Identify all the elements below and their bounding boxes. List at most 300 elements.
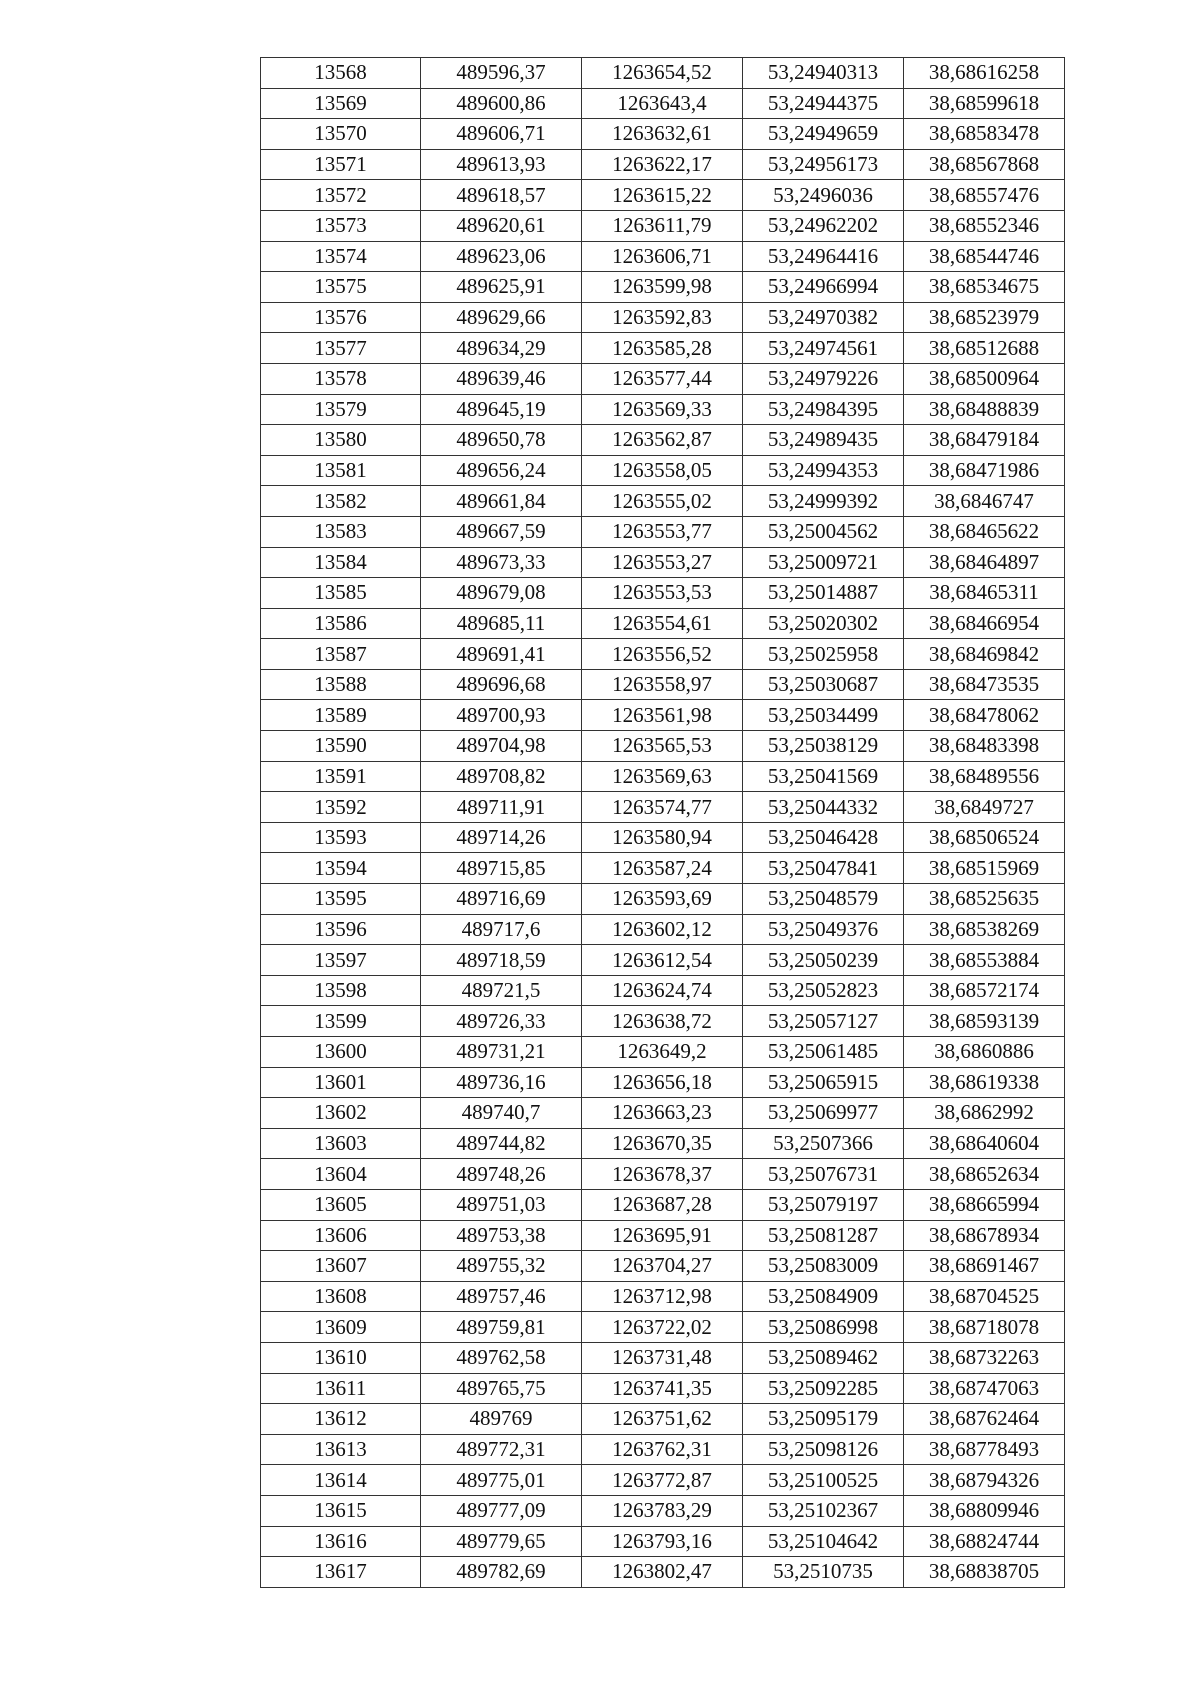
longitude-cell: 38,68473535 xyxy=(904,669,1065,700)
latitude-cell: 53,2507366 xyxy=(743,1128,904,1159)
longitude-cell: 38,6846747 xyxy=(904,486,1065,517)
y-coordinate-cell: 1263722,02 xyxy=(582,1312,743,1343)
x-coordinate-cell: 489685,11 xyxy=(421,608,582,639)
latitude-cell: 53,25089462 xyxy=(743,1342,904,1373)
point-number-cell: 13601 xyxy=(261,1067,421,1098)
y-coordinate-cell: 1263606,71 xyxy=(582,241,743,272)
x-coordinate-cell: 489645,19 xyxy=(421,394,582,425)
x-coordinate-cell: 489679,08 xyxy=(421,578,582,609)
table-row xyxy=(261,1098,1065,1129)
y-coordinate-cell: 1263656,18 xyxy=(582,1067,743,1098)
table-row xyxy=(261,302,1065,333)
x-coordinate-cell: 489613,93 xyxy=(421,149,582,180)
longitude-cell: 38,68572174 xyxy=(904,975,1065,1006)
x-coordinate-cell: 489600,86 xyxy=(421,88,582,119)
longitude-cell: 38,68616258 xyxy=(904,58,1065,89)
x-coordinate-cell: 489711,91 xyxy=(421,792,582,823)
table-row xyxy=(261,1495,1065,1526)
y-coordinate-cell: 1263554,61 xyxy=(582,608,743,639)
table-row xyxy=(261,425,1065,456)
longitude-cell: 38,68747063 xyxy=(904,1373,1065,1404)
longitude-cell: 38,68552346 xyxy=(904,210,1065,241)
point-number-cell: 13605 xyxy=(261,1189,421,1220)
longitude-cell: 38,68704525 xyxy=(904,1281,1065,1312)
point-number-cell: 13593 xyxy=(261,822,421,853)
x-coordinate-cell: 489718,59 xyxy=(421,945,582,976)
x-coordinate-cell: 489700,93 xyxy=(421,700,582,731)
latitude-cell: 53,24989435 xyxy=(743,425,904,456)
x-coordinate-cell: 489696,68 xyxy=(421,669,582,700)
y-coordinate-cell: 1263556,52 xyxy=(582,639,743,670)
latitude-cell: 53,25048579 xyxy=(743,884,904,915)
table-row xyxy=(261,1037,1065,1068)
y-coordinate-cell: 1263687,28 xyxy=(582,1189,743,1220)
latitude-cell: 53,25095179 xyxy=(743,1404,904,1435)
latitude-cell: 53,25083009 xyxy=(743,1251,904,1282)
table-row xyxy=(261,241,1065,272)
latitude-cell: 53,25047841 xyxy=(743,853,904,884)
table-row xyxy=(261,58,1065,89)
table-row xyxy=(261,394,1065,425)
latitude-cell: 53,25076731 xyxy=(743,1159,904,1190)
latitude-cell: 53,25061485 xyxy=(743,1037,904,1068)
latitude-cell: 53,25079197 xyxy=(743,1189,904,1220)
y-coordinate-cell: 1263649,2 xyxy=(582,1037,743,1068)
x-coordinate-cell: 489634,29 xyxy=(421,333,582,364)
point-number-cell: 13604 xyxy=(261,1159,421,1190)
table-row xyxy=(261,119,1065,150)
point-number-cell: 13588 xyxy=(261,669,421,700)
table-row xyxy=(261,1159,1065,1190)
table-row xyxy=(261,516,1065,547)
longitude-cell: 38,68567868 xyxy=(904,149,1065,180)
x-coordinate-cell: 489667,59 xyxy=(421,516,582,547)
x-coordinate-cell: 489751,03 xyxy=(421,1189,582,1220)
table-row xyxy=(261,1006,1065,1037)
latitude-cell: 53,25100525 xyxy=(743,1465,904,1496)
x-coordinate-cell: 489777,09 xyxy=(421,1495,582,1526)
y-coordinate-cell: 1263622,17 xyxy=(582,149,743,180)
y-coordinate-cell: 1263783,29 xyxy=(582,1495,743,1526)
longitude-cell: 38,68478062 xyxy=(904,700,1065,731)
latitude-cell: 53,25030687 xyxy=(743,669,904,700)
latitude-cell: 53,24944375 xyxy=(743,88,904,119)
y-coordinate-cell: 1263615,22 xyxy=(582,180,743,211)
latitude-cell: 53,24984395 xyxy=(743,394,904,425)
longitude-cell: 38,68465311 xyxy=(904,578,1065,609)
latitude-cell: 53,25057127 xyxy=(743,1006,904,1037)
latitude-cell: 53,24949659 xyxy=(743,119,904,150)
longitude-cell: 38,68809946 xyxy=(904,1495,1065,1526)
latitude-cell: 53,25050239 xyxy=(743,945,904,976)
y-coordinate-cell: 1263558,97 xyxy=(582,669,743,700)
point-number-cell: 13597 xyxy=(261,945,421,976)
point-number-cell: 13583 xyxy=(261,516,421,547)
longitude-cell: 38,68469842 xyxy=(904,639,1065,670)
point-number-cell: 13610 xyxy=(261,1342,421,1373)
latitude-cell: 53,25086998 xyxy=(743,1312,904,1343)
y-coordinate-cell: 1263632,61 xyxy=(582,119,743,150)
x-coordinate-cell: 489765,75 xyxy=(421,1373,582,1404)
table-row xyxy=(261,486,1065,517)
longitude-cell: 38,68553884 xyxy=(904,945,1065,976)
table-row xyxy=(261,1465,1065,1496)
y-coordinate-cell: 1263587,24 xyxy=(582,853,743,884)
longitude-cell: 38,68665994 xyxy=(904,1189,1065,1220)
y-coordinate-cell: 1263772,87 xyxy=(582,1465,743,1496)
longitude-cell: 38,68838705 xyxy=(904,1557,1065,1588)
x-coordinate-cell: 489721,5 xyxy=(421,975,582,1006)
x-coordinate-cell: 489639,46 xyxy=(421,363,582,394)
x-coordinate-cell: 489661,84 xyxy=(421,486,582,517)
table-row xyxy=(261,333,1065,364)
latitude-cell: 53,24956173 xyxy=(743,149,904,180)
y-coordinate-cell: 1263562,87 xyxy=(582,425,743,456)
table-row xyxy=(261,884,1065,915)
table-row xyxy=(261,272,1065,303)
latitude-cell: 53,24940313 xyxy=(743,58,904,89)
y-coordinate-cell: 1263704,27 xyxy=(582,1251,743,1282)
table-row xyxy=(261,975,1065,1006)
y-coordinate-cell: 1263663,23 xyxy=(582,1098,743,1129)
x-coordinate-cell: 489748,26 xyxy=(421,1159,582,1190)
y-coordinate-cell: 1263712,98 xyxy=(582,1281,743,1312)
x-coordinate-cell: 489596,37 xyxy=(421,58,582,89)
y-coordinate-cell: 1263654,52 xyxy=(582,58,743,89)
x-coordinate-cell: 489650,78 xyxy=(421,425,582,456)
latitude-cell: 53,2496036 xyxy=(743,180,904,211)
longitude-cell: 38,68718078 xyxy=(904,1312,1065,1343)
latitude-cell: 53,24966994 xyxy=(743,272,904,303)
point-number-cell: 13611 xyxy=(261,1373,421,1404)
point-number-cell: 13591 xyxy=(261,761,421,792)
latitude-cell: 53,25025958 xyxy=(743,639,904,670)
point-number-cell: 13581 xyxy=(261,455,421,486)
longitude-cell: 38,68506524 xyxy=(904,822,1065,853)
y-coordinate-cell: 1263624,74 xyxy=(582,975,743,1006)
table-row xyxy=(261,945,1065,976)
point-number-cell: 13608 xyxy=(261,1281,421,1312)
table-row xyxy=(261,1220,1065,1251)
latitude-cell: 53,25069977 xyxy=(743,1098,904,1129)
x-coordinate-cell: 489714,26 xyxy=(421,822,582,853)
y-coordinate-cell: 1263558,05 xyxy=(582,455,743,486)
longitude-cell: 38,68794326 xyxy=(904,1465,1065,1496)
longitude-cell: 38,68489556 xyxy=(904,761,1065,792)
y-coordinate-cell: 1263638,72 xyxy=(582,1006,743,1037)
latitude-cell: 53,25009721 xyxy=(743,547,904,578)
y-coordinate-cell: 1263643,4 xyxy=(582,88,743,119)
point-number-cell: 13580 xyxy=(261,425,421,456)
point-number-cell: 13616 xyxy=(261,1526,421,1557)
table-row xyxy=(261,914,1065,945)
table-row xyxy=(261,1434,1065,1465)
x-coordinate-cell: 489772,31 xyxy=(421,1434,582,1465)
x-coordinate-cell: 489620,61 xyxy=(421,210,582,241)
table-row xyxy=(261,853,1065,884)
y-coordinate-cell: 1263577,44 xyxy=(582,363,743,394)
latitude-cell: 53,24970382 xyxy=(743,302,904,333)
y-coordinate-cell: 1263580,94 xyxy=(582,822,743,853)
table-row xyxy=(261,149,1065,180)
y-coordinate-cell: 1263565,53 xyxy=(582,731,743,762)
y-coordinate-cell: 1263553,53 xyxy=(582,578,743,609)
point-number-cell: 13606 xyxy=(261,1220,421,1251)
table-row xyxy=(261,1281,1065,1312)
x-coordinate-cell: 489704,98 xyxy=(421,731,582,762)
x-coordinate-cell: 489629,66 xyxy=(421,302,582,333)
x-coordinate-cell: 489740,7 xyxy=(421,1098,582,1129)
x-coordinate-cell: 489623,06 xyxy=(421,241,582,272)
table-row xyxy=(261,210,1065,241)
longitude-cell: 38,68466954 xyxy=(904,608,1065,639)
y-coordinate-cell: 1263670,35 xyxy=(582,1128,743,1159)
longitude-cell: 38,68691467 xyxy=(904,1251,1065,1282)
longitude-cell: 38,6860886 xyxy=(904,1037,1065,1068)
x-coordinate-cell: 489757,46 xyxy=(421,1281,582,1312)
point-number-cell: 13596 xyxy=(261,914,421,945)
x-coordinate-cell: 489708,82 xyxy=(421,761,582,792)
point-number-cell: 13587 xyxy=(261,639,421,670)
latitude-cell: 53,24999392 xyxy=(743,486,904,517)
point-number-cell: 13570 xyxy=(261,119,421,150)
longitude-cell: 38,68762464 xyxy=(904,1404,1065,1435)
x-coordinate-cell: 489691,41 xyxy=(421,639,582,670)
point-number-cell: 13577 xyxy=(261,333,421,364)
longitude-cell: 38,68465622 xyxy=(904,516,1065,547)
y-coordinate-cell: 1263731,48 xyxy=(582,1342,743,1373)
y-coordinate-cell: 1263592,83 xyxy=(582,302,743,333)
point-number-cell: 13569 xyxy=(261,88,421,119)
y-coordinate-cell: 1263569,33 xyxy=(582,394,743,425)
y-coordinate-cell: 1263561,98 xyxy=(582,700,743,731)
x-coordinate-cell: 489606,71 xyxy=(421,119,582,150)
x-coordinate-cell: 489779,65 xyxy=(421,1526,582,1557)
table-row xyxy=(261,547,1065,578)
table-row xyxy=(261,1128,1065,1159)
point-number-cell: 13582 xyxy=(261,486,421,517)
y-coordinate-cell: 1263599,98 xyxy=(582,272,743,303)
table-row xyxy=(261,761,1065,792)
longitude-cell: 38,6862992 xyxy=(904,1098,1065,1129)
longitude-cell: 38,68479184 xyxy=(904,425,1065,456)
x-coordinate-cell: 489753,38 xyxy=(421,1220,582,1251)
y-coordinate-cell: 1263574,77 xyxy=(582,792,743,823)
table-row xyxy=(261,1526,1065,1557)
point-number-cell: 13572 xyxy=(261,180,421,211)
table-row xyxy=(261,1373,1065,1404)
x-coordinate-cell: 489775,01 xyxy=(421,1465,582,1496)
point-number-cell: 13598 xyxy=(261,975,421,1006)
point-number-cell: 13586 xyxy=(261,608,421,639)
point-number-cell: 13592 xyxy=(261,792,421,823)
table-row xyxy=(261,578,1065,609)
longitude-cell: 38,68512688 xyxy=(904,333,1065,364)
table-row xyxy=(261,792,1065,823)
table-row xyxy=(261,1067,1065,1098)
latitude-cell: 53,24974561 xyxy=(743,333,904,364)
point-number-cell: 13568 xyxy=(261,58,421,89)
latitude-cell: 53,25104642 xyxy=(743,1526,904,1557)
y-coordinate-cell: 1263593,69 xyxy=(582,884,743,915)
latitude-cell: 53,25092285 xyxy=(743,1373,904,1404)
y-coordinate-cell: 1263585,28 xyxy=(582,333,743,364)
table-row xyxy=(261,1342,1065,1373)
point-number-cell: 13575 xyxy=(261,272,421,303)
table-row xyxy=(261,731,1065,762)
x-coordinate-cell: 489673,33 xyxy=(421,547,582,578)
point-number-cell: 13607 xyxy=(261,1251,421,1282)
x-coordinate-cell: 489769 xyxy=(421,1404,582,1435)
longitude-cell: 38,68599618 xyxy=(904,88,1065,119)
longitude-cell: 38,68471986 xyxy=(904,455,1065,486)
point-number-cell: 13617 xyxy=(261,1557,421,1588)
point-number-cell: 13603 xyxy=(261,1128,421,1159)
longitude-cell: 38,68583478 xyxy=(904,119,1065,150)
longitude-cell: 38,68678934 xyxy=(904,1220,1065,1251)
y-coordinate-cell: 1263602,12 xyxy=(582,914,743,945)
latitude-cell: 53,25046428 xyxy=(743,822,904,853)
point-number-cell: 13590 xyxy=(261,731,421,762)
point-number-cell: 13595 xyxy=(261,884,421,915)
longitude-cell: 38,68640604 xyxy=(904,1128,1065,1159)
x-coordinate-cell: 489717,6 xyxy=(421,914,582,945)
table-row xyxy=(261,455,1065,486)
longitude-cell: 38,6849727 xyxy=(904,792,1065,823)
latitude-cell: 53,25044332 xyxy=(743,792,904,823)
point-number-cell: 13585 xyxy=(261,578,421,609)
table-row xyxy=(261,88,1065,119)
point-number-cell: 13599 xyxy=(261,1006,421,1037)
table-row xyxy=(261,1557,1065,1588)
y-coordinate-cell: 1263569,63 xyxy=(582,761,743,792)
y-coordinate-cell: 1263678,37 xyxy=(582,1159,743,1190)
coordinates-table-body xyxy=(261,58,1065,1588)
longitude-cell: 38,68534675 xyxy=(904,272,1065,303)
latitude-cell: 53,2510735 xyxy=(743,1557,904,1588)
table-row xyxy=(261,639,1065,670)
longitude-cell: 38,68488839 xyxy=(904,394,1065,425)
point-number-cell: 13578 xyxy=(261,363,421,394)
y-coordinate-cell: 1263751,62 xyxy=(582,1404,743,1435)
point-number-cell: 13614 xyxy=(261,1465,421,1496)
point-number-cell: 13571 xyxy=(261,149,421,180)
longitude-cell: 38,68593139 xyxy=(904,1006,1065,1037)
longitude-cell: 38,68544746 xyxy=(904,241,1065,272)
point-number-cell: 13609 xyxy=(261,1312,421,1343)
latitude-cell: 53,25020302 xyxy=(743,608,904,639)
x-coordinate-cell: 489716,69 xyxy=(421,884,582,915)
table-row xyxy=(261,608,1065,639)
x-coordinate-cell: 489618,57 xyxy=(421,180,582,211)
point-number-cell: 13612 xyxy=(261,1404,421,1435)
latitude-cell: 53,25041569 xyxy=(743,761,904,792)
x-coordinate-cell: 489744,82 xyxy=(421,1128,582,1159)
point-number-cell: 13574 xyxy=(261,241,421,272)
x-coordinate-cell: 489625,91 xyxy=(421,272,582,303)
latitude-cell: 53,24964416 xyxy=(743,241,904,272)
table-row xyxy=(261,1189,1065,1220)
point-number-cell: 13615 xyxy=(261,1495,421,1526)
longitude-cell: 38,68525635 xyxy=(904,884,1065,915)
y-coordinate-cell: 1263553,27 xyxy=(582,547,743,578)
table-row xyxy=(261,180,1065,211)
point-number-cell: 13602 xyxy=(261,1098,421,1129)
y-coordinate-cell: 1263612,54 xyxy=(582,945,743,976)
y-coordinate-cell: 1263741,35 xyxy=(582,1373,743,1404)
latitude-cell: 53,25034499 xyxy=(743,700,904,731)
y-coordinate-cell: 1263793,16 xyxy=(582,1526,743,1557)
coordinates-table xyxy=(260,57,1065,1588)
table-row xyxy=(261,1404,1065,1435)
x-coordinate-cell: 489731,21 xyxy=(421,1037,582,1068)
point-number-cell: 13573 xyxy=(261,210,421,241)
x-coordinate-cell: 489759,81 xyxy=(421,1312,582,1343)
longitude-cell: 38,68523979 xyxy=(904,302,1065,333)
x-coordinate-cell: 489656,24 xyxy=(421,455,582,486)
y-coordinate-cell: 1263611,79 xyxy=(582,210,743,241)
latitude-cell: 53,25098126 xyxy=(743,1434,904,1465)
y-coordinate-cell: 1263802,47 xyxy=(582,1557,743,1588)
point-number-cell: 13613 xyxy=(261,1434,421,1465)
longitude-cell: 38,68483398 xyxy=(904,731,1065,762)
x-coordinate-cell: 489726,33 xyxy=(421,1006,582,1037)
table-row xyxy=(261,1251,1065,1282)
table-row xyxy=(261,700,1065,731)
latitude-cell: 53,25004562 xyxy=(743,516,904,547)
point-number-cell: 13600 xyxy=(261,1037,421,1068)
latitude-cell: 53,24962202 xyxy=(743,210,904,241)
longitude-cell: 38,68824744 xyxy=(904,1526,1065,1557)
latitude-cell: 53,25014887 xyxy=(743,578,904,609)
latitude-cell: 53,25081287 xyxy=(743,1220,904,1251)
latitude-cell: 53,25049376 xyxy=(743,914,904,945)
longitude-cell: 38,68778493 xyxy=(904,1434,1065,1465)
table-row xyxy=(261,822,1065,853)
point-number-cell: 13584 xyxy=(261,547,421,578)
x-coordinate-cell: 489736,16 xyxy=(421,1067,582,1098)
longitude-cell: 38,68515969 xyxy=(904,853,1065,884)
latitude-cell: 53,25102367 xyxy=(743,1495,904,1526)
y-coordinate-cell: 1263762,31 xyxy=(582,1434,743,1465)
x-coordinate-cell: 489762,58 xyxy=(421,1342,582,1373)
point-number-cell: 13594 xyxy=(261,853,421,884)
point-number-cell: 13579 xyxy=(261,394,421,425)
longitude-cell: 38,68464897 xyxy=(904,547,1065,578)
y-coordinate-cell: 1263555,02 xyxy=(582,486,743,517)
table-row xyxy=(261,669,1065,700)
longitude-cell: 38,68732263 xyxy=(904,1342,1065,1373)
longitude-cell: 38,68500964 xyxy=(904,363,1065,394)
y-coordinate-cell: 1263553,77 xyxy=(582,516,743,547)
latitude-cell: 53,25052823 xyxy=(743,975,904,1006)
latitude-cell: 53,25038129 xyxy=(743,731,904,762)
longitude-cell: 38,68538269 xyxy=(904,914,1065,945)
x-coordinate-cell: 489715,85 xyxy=(421,853,582,884)
longitude-cell: 38,68652634 xyxy=(904,1159,1065,1190)
table-row xyxy=(261,363,1065,394)
longitude-cell: 38,68557476 xyxy=(904,180,1065,211)
y-coordinate-cell: 1263695,91 xyxy=(582,1220,743,1251)
latitude-cell: 53,24979226 xyxy=(743,363,904,394)
latitude-cell: 53,25084909 xyxy=(743,1281,904,1312)
table-row xyxy=(261,1312,1065,1343)
latitude-cell: 53,24994353 xyxy=(743,455,904,486)
x-coordinate-cell: 489755,32 xyxy=(421,1251,582,1282)
point-number-cell: 13589 xyxy=(261,700,421,731)
point-number-cell: 13576 xyxy=(261,302,421,333)
latitude-cell: 53,25065915 xyxy=(743,1067,904,1098)
